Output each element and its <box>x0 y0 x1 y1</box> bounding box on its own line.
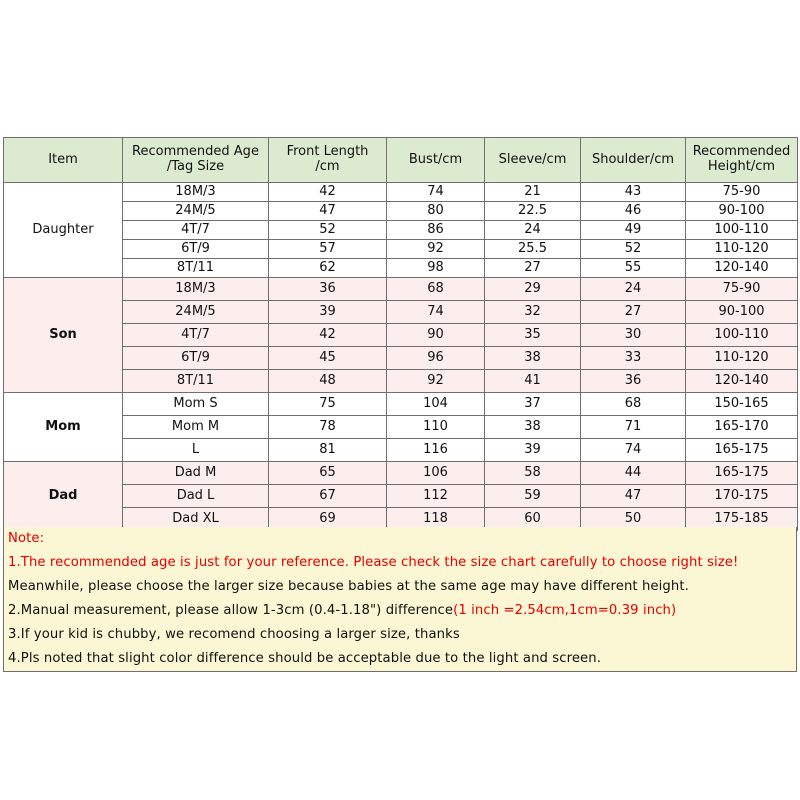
cell-shoulder: 27 <box>581 301 686 324</box>
cell-height: 170-175 <box>686 485 798 508</box>
cell-bust: 80 <box>387 202 485 221</box>
note-line-2: Meanwhile, please choose the larger size because babies at the same age may have different height. <box>8 579 689 594</box>
cell-shoulder: 74 <box>581 439 686 462</box>
header-item: Item <box>4 138 123 183</box>
cell-shoulder: 71 <box>581 416 686 439</box>
cell-height: 120-140 <box>686 259 798 278</box>
table-body <box>4 183 798 531</box>
table-row <box>4 439 798 462</box>
cell-size: 6T/9 <box>123 347 269 370</box>
cell-sleeve: 32 <box>485 301 581 324</box>
cell-height: 165-170 <box>686 416 798 439</box>
cell-height: 110-120 <box>686 240 798 259</box>
table-row <box>4 221 798 240</box>
cell-height: 120-140 <box>686 370 798 393</box>
cell-front-length: 42 <box>269 183 387 202</box>
header-sleeve: Sleeve/cm <box>485 138 581 183</box>
note-line-3-conversion: (1 inch =2.54cm,1cm=0.39 inch) <box>453 603 677 618</box>
cell-front-length: 62 <box>269 259 387 278</box>
cell-bust: 86 <box>387 221 485 240</box>
cell-bust: 98 <box>387 259 485 278</box>
cell-sleeve: 38 <box>485 347 581 370</box>
cell-height: 110-120 <box>686 347 798 370</box>
cell-sleeve: 59 <box>485 485 581 508</box>
notes-title: Note: <box>8 531 45 546</box>
cell-front-length: 48 <box>269 370 387 393</box>
cell-size: Dad XL <box>123 508 269 531</box>
note-line-4: 3.If your kid is chubby, we recomend choosing a larger size, thanks <box>8 627 460 642</box>
cell-height: 150-165 <box>686 393 798 416</box>
cell-front-length: 67 <box>269 485 387 508</box>
cell-sleeve: 29 <box>485 278 581 301</box>
header-front-length: Front Length /cm <box>269 138 387 183</box>
header-height: Recommended Height/cm <box>686 138 798 183</box>
cell-shoulder: 44 <box>581 462 686 485</box>
cell-bust: 116 <box>387 439 485 462</box>
table-row <box>4 202 798 221</box>
cell-size: Dad L <box>123 485 269 508</box>
note-line-3 <box>8 603 676 618</box>
cell-size: 4T/7 <box>123 221 269 240</box>
cell-height: 90-100 <box>686 301 798 324</box>
cell-size: 24M/5 <box>123 202 269 221</box>
size-chart <box>3 137 797 531</box>
table-row <box>4 393 798 416</box>
cell-shoulder: 43 <box>581 183 686 202</box>
group-label-mom: Mom <box>4 393 123 462</box>
cell-shoulder: 24 <box>581 278 686 301</box>
cell-sleeve: 27 <box>485 259 581 278</box>
cell-sleeve: 41 <box>485 370 581 393</box>
cell-sleeve: 22.5 <box>485 202 581 221</box>
group-label-son: Son <box>4 278 123 393</box>
cell-height: 175-185 <box>686 508 798 531</box>
header-shoulder: Shoulder/cm <box>581 138 686 183</box>
cell-shoulder: 36 <box>581 370 686 393</box>
cell-sleeve: 38 <box>485 416 581 439</box>
cell-bust: 74 <box>387 183 485 202</box>
cell-height: 165-175 <box>686 462 798 485</box>
header-age: Recommended Age /Tag Size <box>123 138 269 183</box>
cell-size: Dad M <box>123 462 269 485</box>
table-row <box>4 259 798 278</box>
cell-sleeve: 37 <box>485 393 581 416</box>
cell-size: 6T/9 <box>123 240 269 259</box>
notes-box <box>3 527 797 672</box>
cell-shoulder: 55 <box>581 259 686 278</box>
cell-front-length: 47 <box>269 202 387 221</box>
cell-front-length: 39 <box>269 301 387 324</box>
note-line-1: 1.The recommended age is just for your reference. Please check the size chart carefully to choose right size! <box>8 555 739 570</box>
cell-size: 8T/11 <box>123 370 269 393</box>
cell-front-length: 81 <box>269 439 387 462</box>
cell-front-length: 52 <box>269 221 387 240</box>
table-row <box>4 183 798 202</box>
cell-size: Mom M <box>123 416 269 439</box>
cell-bust: 90 <box>387 324 485 347</box>
cell-bust: 104 <box>387 393 485 416</box>
cell-shoulder: 50 <box>581 508 686 531</box>
cell-shoulder: 33 <box>581 347 686 370</box>
cell-shoulder: 47 <box>581 485 686 508</box>
cell-height: 75-90 <box>686 183 798 202</box>
cell-height: 90-100 <box>686 202 798 221</box>
cell-sleeve: 24 <box>485 221 581 240</box>
cell-front-length: 42 <box>269 324 387 347</box>
cell-height: 100-110 <box>686 221 798 240</box>
table-row <box>4 485 798 508</box>
cell-size: 8T/11 <box>123 259 269 278</box>
cell-sleeve: 58 <box>485 462 581 485</box>
cell-front-length: 69 <box>269 508 387 531</box>
header-bust: Bust/cm <box>387 138 485 183</box>
cell-sleeve: 60 <box>485 508 581 531</box>
cell-size: 4T/7 <box>123 324 269 347</box>
cell-shoulder: 49 <box>581 221 686 240</box>
cell-shoulder: 52 <box>581 240 686 259</box>
cell-front-length: 45 <box>269 347 387 370</box>
table-row <box>4 370 798 393</box>
table-row <box>4 301 798 324</box>
cell-front-length: 57 <box>269 240 387 259</box>
cell-height: 100-110 <box>686 324 798 347</box>
cell-bust: 68 <box>387 278 485 301</box>
table-row <box>4 416 798 439</box>
cell-size: Mom S <box>123 393 269 416</box>
cell-bust: 110 <box>387 416 485 439</box>
cell-size: 18M/3 <box>123 183 269 202</box>
cell-bust: 92 <box>387 240 485 259</box>
cell-bust: 92 <box>387 370 485 393</box>
table-row <box>4 240 798 259</box>
cell-bust: 74 <box>387 301 485 324</box>
cell-size: 24M/5 <box>123 301 269 324</box>
group-label-dad: Dad <box>4 462 123 531</box>
cell-sleeve: 21 <box>485 183 581 202</box>
cell-height: 75-90 <box>686 278 798 301</box>
cell-size: L <box>123 439 269 462</box>
cell-shoulder: 30 <box>581 324 686 347</box>
cell-sleeve: 35 <box>485 324 581 347</box>
note-line-3-text: 2.Manual measurement, please allow 1-3cm (0.4-1.18") difference <box>8 603 454 618</box>
cell-bust: 96 <box>387 347 485 370</box>
cell-bust: 118 <box>387 508 485 531</box>
header-row <box>4 138 798 183</box>
table-row <box>4 324 798 347</box>
cell-front-length: 75 <box>269 393 387 416</box>
cell-bust: 106 <box>387 462 485 485</box>
cell-height: 165-175 <box>686 439 798 462</box>
note-line-5: 4.Pls noted that slight color difference should be acceptable due to the light and screen. <box>8 651 602 666</box>
size-table <box>3 137 798 531</box>
cell-front-length: 36 <box>269 278 387 301</box>
cell-shoulder: 68 <box>581 393 686 416</box>
cell-size: 18M/3 <box>123 278 269 301</box>
table-row <box>4 347 798 370</box>
cell-front-length: 78 <box>269 416 387 439</box>
cell-shoulder: 46 <box>581 202 686 221</box>
cell-sleeve: 39 <box>485 439 581 462</box>
cell-front-length: 65 <box>269 462 387 485</box>
group-label-daughter: Daughter <box>4 183 123 278</box>
cell-sleeve: 25.5 <box>485 240 581 259</box>
table-row <box>4 462 798 485</box>
table-row <box>4 278 798 301</box>
cell-bust: 112 <box>387 485 485 508</box>
